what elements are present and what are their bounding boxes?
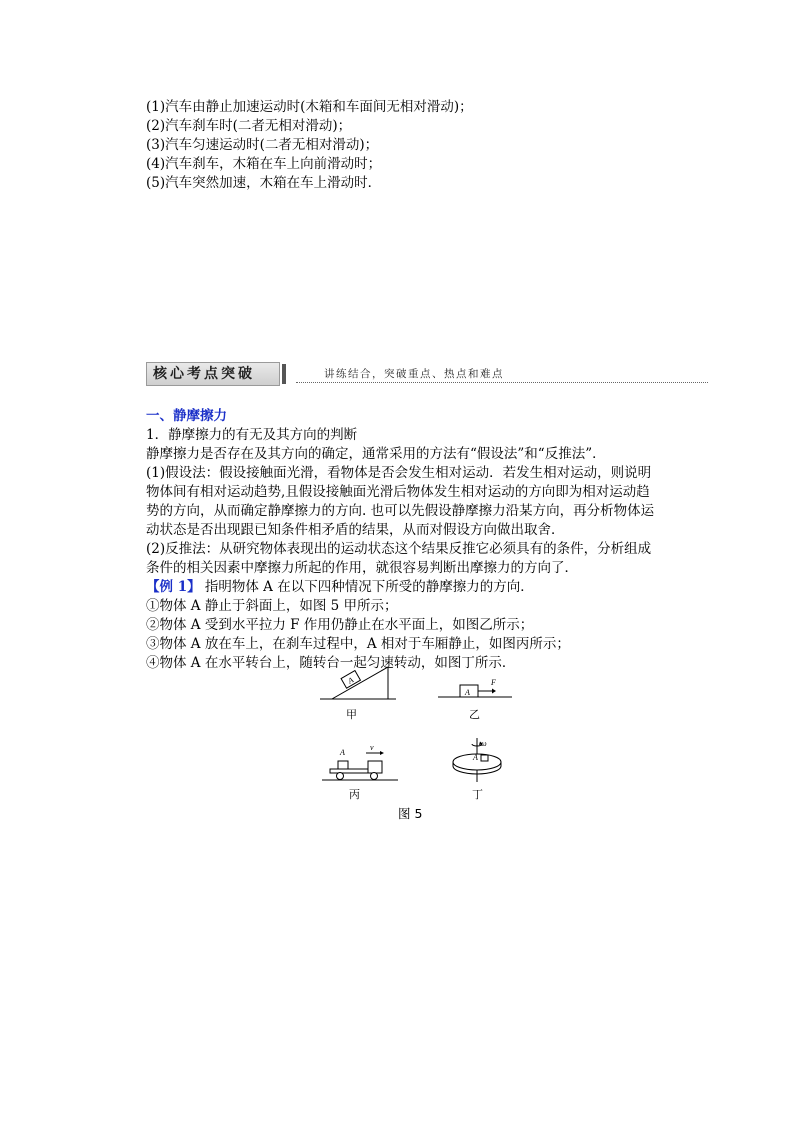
example-tag: 【例 1】: [146, 579, 201, 595]
intro-text: 静摩擦力是否存在及其方向的确定，通常采用的方法有“假设法”和“反推法”．: [146, 446, 606, 462]
velocity-label: v: [370, 743, 374, 752]
method2-line-2: 条件的相关因素中摩擦力所起的作用，就很容易判断出摩擦力的方向了．: [146, 560, 578, 576]
section-heading: 一、静摩擦力: [146, 408, 227, 424]
figure-horizontal-force: [436, 675, 516, 701]
cart-block-label: A: [340, 748, 345, 757]
example-line: [146, 578, 534, 597]
turntable-block-label: A: [473, 753, 478, 762]
section-banner: [146, 362, 708, 386]
banner-bar: [282, 364, 286, 384]
figure-cart: [320, 742, 400, 784]
figure-incline: [318, 663, 398, 703]
method2-line-1: (2)反推法：从研究物体表现出的运动状态这个结果反推它必须具有的条件，分析组成: [146, 541, 652, 557]
method1-line-2: 物体间有相对运动趋势,且假设接触面光滑后物体发生相对运动的方向即为相对运动趋: [146, 484, 650, 500]
figure-title: 图 5: [398, 806, 423, 821]
banner-title: 核心考点突破: [146, 362, 280, 386]
case-4: ④物体 A 在水平转台上，随转台一起匀速转动，如图丁所示．: [146, 655, 516, 671]
case-1: ①物体 A 静止于斜面上，如图 5 甲所示；: [146, 598, 398, 614]
method1-line-3: 势的方向，从而确定静摩擦力的方向. 也可以先假设静摩擦力沿某方向，再分析物体运: [146, 503, 655, 519]
list-item-3: (3)汽车匀速运动时(二者无相对滑动)；: [146, 137, 379, 153]
sub-heading: 1．静摩擦力的有无及其方向的判断: [146, 427, 358, 443]
list-item-5: (5)汽车突然加速，木箱在车上滑动时．: [146, 175, 382, 191]
method1-line-4: 动状态是否出现跟已知条件相矛盾的结果，从而对假设方向做出取舍．: [146, 522, 565, 538]
list-item-4: (4)汽车刹车，木箱在车上向前滑动时；: [146, 156, 382, 172]
method1-line-1: (1)假设法：假设接触面光滑，看物体是否会发生相对运动．若发生相对运动，则说明: [146, 465, 652, 481]
incline-block-label: A: [346, 675, 356, 686]
case-2: ②物体 A 受到水平拉力 F 作用仍静止在水平面上，如图乙所示；: [146, 617, 534, 633]
caption-jia: 甲: [346, 708, 357, 721]
caption-ding: 丁: [472, 788, 483, 801]
banner-rule: [296, 382, 708, 383]
caption-bing: 丙: [349, 788, 360, 801]
list-item-2: (2)汽车刹车时(二者无相对滑动)；: [146, 118, 352, 134]
list-item-1: (1)汽车由静止加速运动时(木箱和车面间无相对滑动)；: [146, 99, 473, 115]
case-3: ③物体 A 放在车上，在刹车过程中，A 相对于车厢静止，如图丙所示；: [146, 636, 570, 652]
banner-subtitle: 讲练结合，突破重点、热点和难点: [324, 368, 504, 380]
figure-turntable: [450, 736, 504, 784]
floor-block-label: A: [465, 688, 470, 697]
caption-yi: 乙: [469, 708, 480, 721]
force-label: F: [491, 678, 496, 687]
omega-label: ω: [481, 739, 487, 748]
example-text: 指明物体 A 在以下四种情况下所受的静摩擦力的方向．: [200, 579, 534, 595]
